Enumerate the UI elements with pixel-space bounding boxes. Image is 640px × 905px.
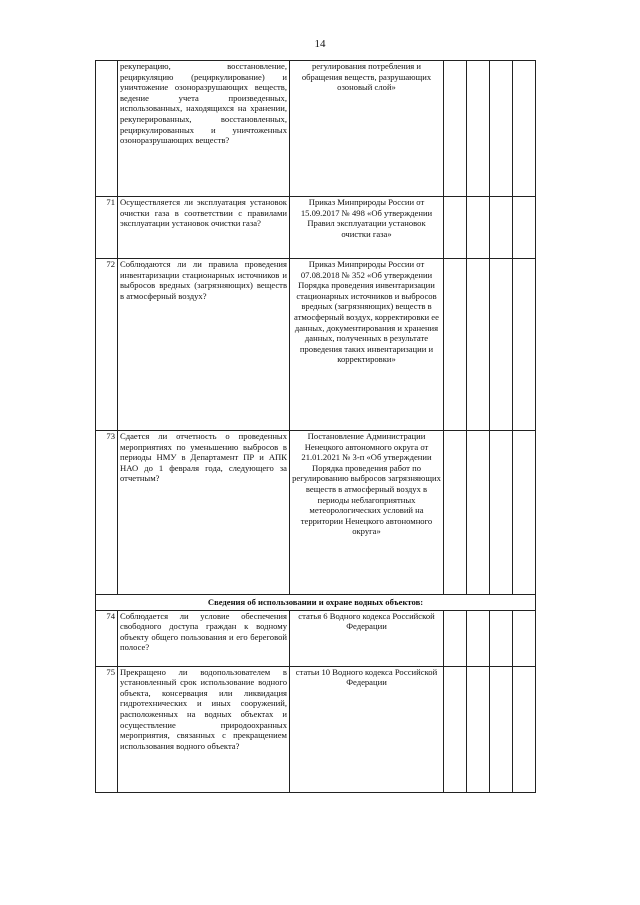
row-question: Соблюдается ли условие обеспечения свободного доступа граждан к водному объекту общего пользования и его береговой полосе? — [118, 610, 290, 666]
answer-no-cell[interactable] — [467, 666, 490, 792]
answer-no-cell[interactable] — [467, 61, 490, 197]
answer-no-cell[interactable] — [467, 610, 490, 666]
answer-na-cell[interactable] — [490, 666, 513, 792]
answer-na-cell[interactable] — [490, 431, 513, 595]
answer-note-cell[interactable] — [513, 666, 536, 792]
table-row — [96, 61, 536, 197]
table-row — [96, 197, 536, 259]
row-reference: статьи 10 Водного кодекса Российской Федерации — [290, 666, 444, 792]
answer-note-cell[interactable] — [513, 61, 536, 197]
answer-na-cell[interactable] — [490, 61, 513, 197]
row-number: 75 — [96, 666, 118, 792]
row-question: Прекращено ли водопользователем в установленный срок использование водного объекта, консервация или ликвидация гидротехнических и иных сооружений, расположенных на водных объектах и осуществление природоохранных мероприятия, связанных с прекращением использования водного объекта? — [118, 666, 290, 792]
answer-no-cell[interactable] — [467, 197, 490, 259]
answer-note-cell[interactable] — [513, 431, 536, 595]
row-reference: Приказ Минприроды России от 07.08.2018 № 352 «Об утверждении Порядка проведения инвентаризации стационарных источников и выбросов вредных (загрязняющих) веществ в атмосферный воздух, корректировки ее данных, документирования и хранения данных, полученных в результате проведения таких инвентаризации и корректировки» — [290, 259, 444, 431]
answer-no-cell[interactable] — [467, 259, 490, 431]
row-question: Осуществляется ли эксплуатация установок очистки газа в соответствии с правилами эксплуатации установок очистки газа? — [118, 197, 290, 259]
answer-yes-cell[interactable] — [444, 610, 467, 666]
answer-yes-cell[interactable] — [444, 431, 467, 595]
row-question: Сдается ли отчетность о проведенных мероприятиях по уменьшению выбросов в периоды НМУ в Департамент ПР и АПК НАО до 1 февраля года, следующего за отчетным? — [118, 431, 290, 595]
answer-yes-cell[interactable] — [444, 197, 467, 259]
row-number: 71 — [96, 197, 118, 259]
answer-yes-cell[interactable] — [444, 61, 467, 197]
answer-na-cell[interactable] — [490, 610, 513, 666]
row-reference: статья 6 Водного кодекса Российской Федерации — [290, 610, 444, 666]
checklist-table — [95, 60, 536, 793]
table-row — [96, 610, 536, 666]
section-title: Сведения об использовании и охране водных объектов: — [96, 595, 536, 611]
page-number: 14 — [314, 38, 326, 50]
answer-note-cell[interactable] — [513, 610, 536, 666]
answer-no-cell[interactable] — [467, 431, 490, 595]
row-question: рекуперацию, восстановление, рециркуляцию (рециркулирование) и уничтожение озоноразрушающих веществ, ведение учета произведенных, использованных, находящихся на хранении, рекуперированных, восстановленных, рециркулированных и уничтоженных озоноразрушающих веществ? — [118, 61, 290, 197]
row-number — [96, 61, 118, 197]
section-header-row — [96, 595, 536, 611]
answer-na-cell[interactable] — [490, 259, 513, 431]
table-row — [96, 431, 536, 595]
answer-note-cell[interactable] — [513, 259, 536, 431]
row-number: 74 — [96, 610, 118, 666]
row-question: Соблюдаются ли ли правила проведения инвентаризации стационарных источников и выбросов вредных (загрязняющих) веществ в атмосферный воздух? — [118, 259, 290, 431]
answer-na-cell[interactable] — [490, 197, 513, 259]
answer-yes-cell[interactable] — [444, 666, 467, 792]
table-row — [96, 666, 536, 792]
answer-yes-cell[interactable] — [444, 259, 467, 431]
row-reference: Приказ Минприроды России от 15.09.2017 № 498 «Об утверждении Правил эксплуатации установок очистки газа» — [290, 197, 444, 259]
table-row — [96, 259, 536, 431]
row-number: 73 — [96, 431, 118, 595]
row-number: 72 — [96, 259, 118, 431]
row-reference: Постановление Администрации Ненецкого автономного округа от 21.01.2021 № 3-п «Об утверждении Порядка проведения работ по регулированию выбросов загрязняющих веществ в атмосферный воздух в периоды неблагоприятных метеорологических условий на территории Ненецкого автономного округа» — [290, 431, 444, 595]
row-reference: регулирования потребления и обращения веществ, разрушающих озоновый слой» — [290, 61, 444, 197]
answer-note-cell[interactable] — [513, 197, 536, 259]
